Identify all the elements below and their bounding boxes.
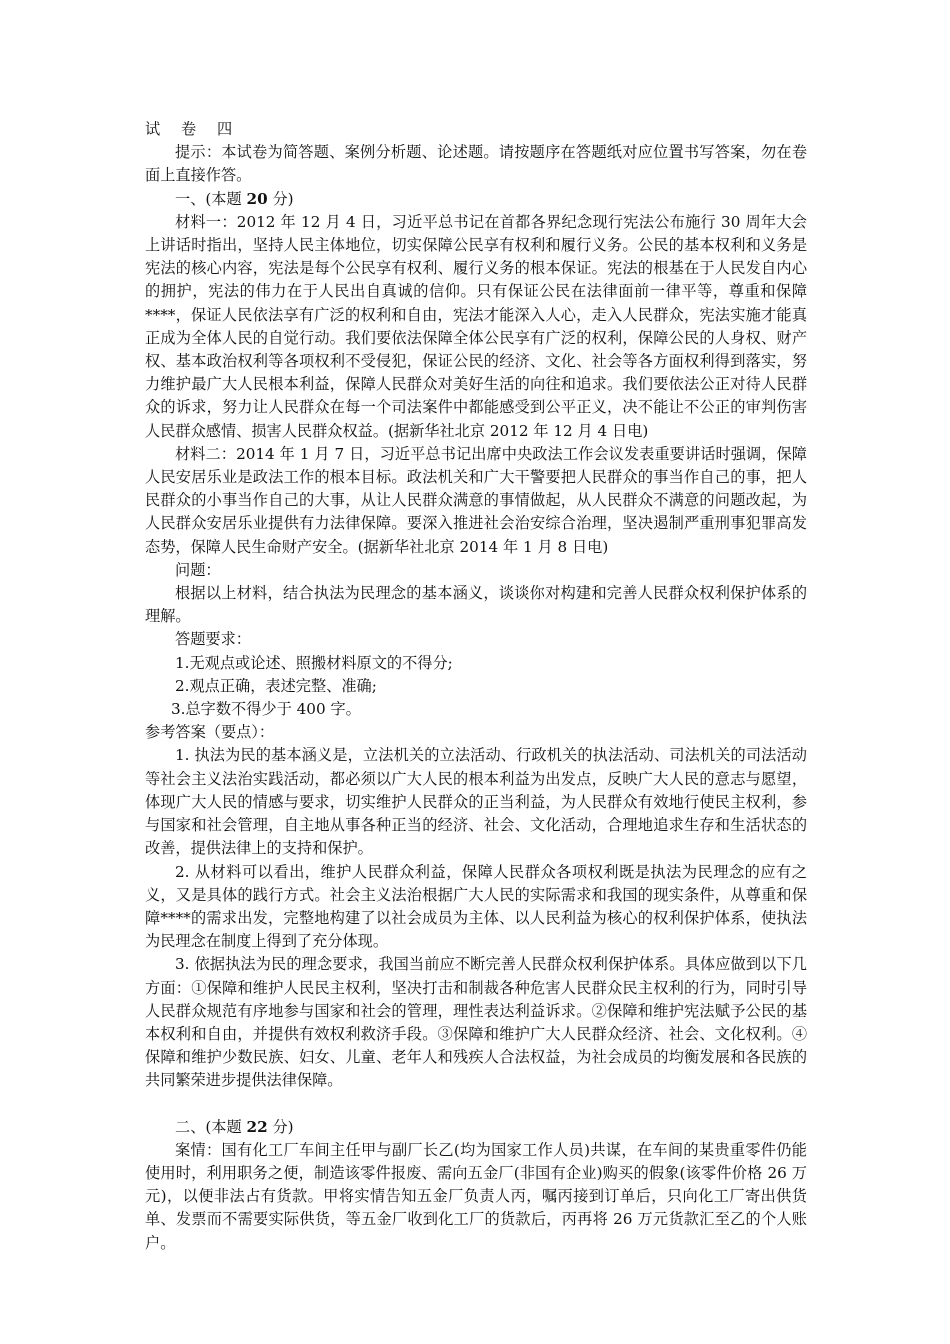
q2-heading-suffix: 分) (267, 1117, 294, 1136)
exam-page (145, 118, 807, 1255)
q2-heading-prefix: 二、(本题 (175, 1117, 247, 1136)
q1-material-1: 材料一：2012 年 12 月 4 日，习近平总书记在首都各界纪念现行宪法公布施行 30 周年大会上讲话时指出，坚持人民主体地位，切实保障公民享有权利和履行义务。公民的基本权利和义务是宪法的核心内容，宪法是每个公民享有权利、履行义务的根本保证。宪法的根基在于人民发自内心的拥护，宪法的伟力在于人民出自真诚的信仰。只有保证公民在法律面前一律平等，尊重和保障****，保证人民依法享有广泛的权利和自由，宪法才能深入人心，走入人民群众，宪法实施才能真正成为全体人民的自觉行动。我们要依法保障全体公民享有广泛的权利，保障公民的人身权、财产权、基本政治权利等各项权利不受侵犯，保证公民的经济、文化、社会等各方面权利得到落实，努力维护最广大人民根本利益，保障人民群众对美好生活的向往和追求。我们要依法公正对待人民群众的诉求，努力让人民群众在每一个司法案件中都能感受到公平正义，决不能让不公正的审判伤害人民群众感情、损害人民群众权益。(据新华社北京 2012 年 12 月 4 日电) (145, 212, 807, 440)
q1-heading (145, 188, 807, 211)
q1-answer-1: 1. 执法为民的基本涵义是，立法机关的立法活动、行政机关的执法活动、司法机关的司法活动等社会主义法治实践活动，都必须以广大人民的根本利益为出发点，反映广大人民的意志与愿望，体现广大人民的情感与要求，切实维护人民群众的正当利益，为人民群众有效地行使民主权利，参与国家和社会管理，自主地从事各种正当的经济、社会、文化活动，合理地追求生存和生活状态的改善，提供法律上的支持和保护。 (145, 746, 807, 858)
q1-heading-prefix: 一、(本题 (175, 189, 247, 208)
q1-answer-2: 2. 从材料可以看出，维护人民群众利益，保障人民群众各项权利既是执法为民理念的应有之义，又是具体的践行方式。社会主义法治根据广大人民的实际需求和我国的现实条件，从尊重和保障****的需求出发，完整地构建了以社会成员为主体、以人民利益为核心的权利保护体系，使执法为民理念在制度上得到了充分体现。 (145, 862, 807, 951)
exam-hint: 提示：本试卷为简答题、案例分析题、论述题。请按题序在答题纸对应位置书写答案，勿在卷面上直接作答。 (145, 143, 807, 185)
q1-requirements-label: 答题要求： (175, 630, 251, 649)
q1-requirement-3: 3.总字数不得少于 400 字。 (171, 700, 361, 719)
page-title: 试 卷 四 (145, 120, 241, 138)
q1-heading-suffix: 分) (267, 189, 294, 208)
q1-answer-3: 3. 依据执法为民的理念要求，我国当前应不断完善人民群众权利保护体系。具体应做到以下几方面：①保障和维护人民民主权利，坚决打击和制裁各种危害人民群众民主权利的行为，同时引导人民群众规范有序地参与国家和社会的管理，理性表达利益诉求。②保障和维护宪法赋予公民的基本权利和自由，并提供有效权利救济手段。③保障和维护广大人民群众经济、社会、文化权利。④保障和维护少数民族、妇女、儿童、老年人和残疾人合法权益，为社会成员的均衡发展和各民族的共同繁荣进步提供法律保障。 (145, 955, 807, 1090)
q2-score: 22 (246, 1117, 268, 1136)
q1-requirement-2: 2.观点正确，表述完整、准确; (175, 676, 377, 695)
section-spacer (145, 1093, 807, 1116)
q2-heading (145, 1116, 807, 1139)
q1-score: 20 (246, 189, 268, 208)
q2-case: 案情：国有化工厂车间主任甲与副厂长乙(均为国家工作人员)共谋，在车间的某贵重零件仍能使用时，利用职务之便，制造该零件报废、需向五金厂(非国有企业)购买的假象(该零件价格 26 万元)，以便非法占有货款。甲将实情告知五金厂负责人丙，嘱丙接到订单后，只向化工厂寄出供货单、发票而不需要实际供货，等五金厂收到化工厂的货款后，丙再将 26 万元货款汇至乙的个人账户。 (145, 1140, 807, 1252)
q1-answer-label: 参考答案（要点）： (145, 723, 275, 742)
q1-requirement-1: 1.无观点或论述、照搬材料原文的不得分; (175, 653, 453, 672)
q1-question: 根据以上材料，结合执法为民理念的基本涵义，谈谈你对构建和完善人民群众权利保护体系的理解。 (145, 584, 807, 626)
q1-question-label: 问题： (175, 560, 221, 579)
q1-material-2: 材料二：2014 年 1 月 7 日，习近平总书记出席中央政法工作会议发表重要讲话时强调，保障人民安居乐业是政法工作的根本目标。政法机关和广大干警要把人民群众的事当作自己的事，把人民群众的小事当作自己的大事，从让人民群众满意的事情做起，从人民群众不满意的问题改起，为人民群众安居乐业提供有力法律保障。要深入推进社会治安综合治理，坚决遏制严重刑事犯罪高发态势，保障人民生命财产安全。(据新华社北京 2014 年 1 月 8 日电) (145, 444, 807, 556)
